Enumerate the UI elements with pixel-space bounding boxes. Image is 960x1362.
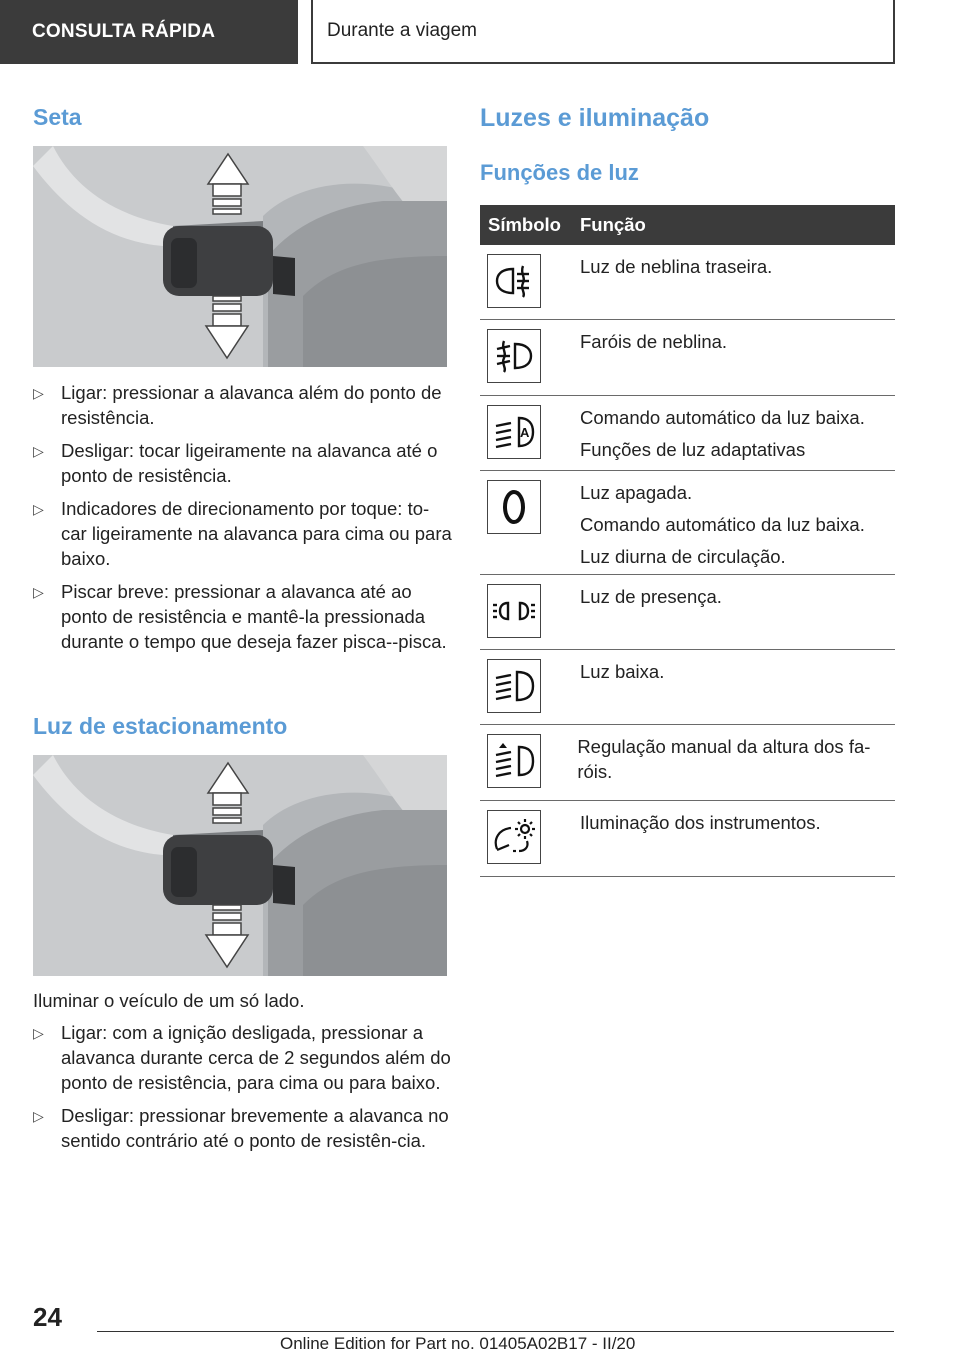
table-row: Luz de presença. <box>480 575 895 650</box>
list-item: ▷ Desligar: tocar ligeiramente na alavanca até o ponto de resistência. <box>33 440 438 486</box>
list-item: ▷ Piscar breve: pressionar a alavanca até ao ponto de resistência e mantê-la pressionada durante o tempo que deseja fazer pisca--pisca. <box>33 581 447 652</box>
list-item: ▷ Ligar: com a ignição desligada, pressionar a alavanca durante cerca de 2 segundos além do ponto de resistência, para cima ou para baixo. <box>33 1022 451 1093</box>
lights-off-icon <box>487 480 541 534</box>
section-title: CONSULTA RÁPIDA <box>32 21 216 42</box>
edition-note: Online Edition for Part no. 01405A02B17 - II/20 <box>280 1334 636 1353</box>
chapter-title: Durante a viagem <box>327 20 477 41</box>
table-row: Regulação manual da altura dos fa-róis. <box>480 725 895 801</box>
table-header <box>480 205 895 245</box>
turn-signal-lever-image <box>33 146 447 367</box>
page-number: 24 <box>33 1302 62 1332</box>
table-row: Iluminação dos instrumentos. <box>480 801 895 877</box>
bullet-triangle-icon: ▷ <box>33 443 44 459</box>
light-functions-heading: Funções de luz <box>480 160 639 185</box>
light-functions-table <box>480 205 895 877</box>
low-beam-icon <box>487 659 541 713</box>
seta-instructions <box>33 380 453 662</box>
table-row: Luz apagada. Comando automático da luz baixa. Luz diurna de circulação. <box>480 471 895 575</box>
parking-light-icon <box>487 584 541 638</box>
table-row: Luz de neblina traseira. <box>480 245 895 320</box>
bullet-triangle-icon: ▷ <box>33 1025 44 1041</box>
bullet-triangle-icon: ▷ <box>33 501 44 517</box>
lights-heading: Luzes e iluminação <box>480 104 710 132</box>
parking-light-intro: Iluminar o veículo de um só lado. <box>33 990 305 1011</box>
headlight-range-icon <box>487 734 541 788</box>
section-tab <box>0 0 298 64</box>
list-item: ▷ Ligar: pressionar a alavanca além do ponto de resistência. <box>33 382 442 428</box>
rear-fog-light-icon <box>487 254 541 308</box>
seta-heading: Seta <box>33 104 82 130</box>
parking-light-lever-image <box>33 755 447 976</box>
parking-light-instructions <box>33 1020 453 1161</box>
column-header-symbol: Símbolo <box>488 214 561 235</box>
list-item: ▷ Desligar: pressionar brevemente a alavanca no sentido contrário até o ponto de resistên-cia. <box>33 1105 449 1151</box>
column-header-function: Função <box>580 214 646 235</box>
svg-text:A: A <box>520 425 530 440</box>
instrument-lighting-icon <box>487 810 541 864</box>
bullet-triangle-icon: ▷ <box>33 584 44 600</box>
footer-divider <box>97 1331 894 1332</box>
bullet-triangle-icon: ▷ <box>33 1108 44 1124</box>
auto-low-beam-icon <box>487 405 541 459</box>
list-item: ▷ Indicadores de direcionamento por toque: to-car ligeiramente na alavanca para cima ou para baixo. <box>33 498 452 569</box>
chapter-tab <box>311 0 895 64</box>
bullet-triangle-icon: ▷ <box>33 385 44 401</box>
table-row: Luz baixa. <box>480 650 895 725</box>
table-row: A Comando automático da luz baixa. Funções de luz adaptativas <box>480 396 895 471</box>
front-fog-light-icon <box>487 329 541 383</box>
parking-light-heading: Luz de estacionamento <box>33 713 288 739</box>
table-row: Faróis de neblina. <box>480 320 895 396</box>
